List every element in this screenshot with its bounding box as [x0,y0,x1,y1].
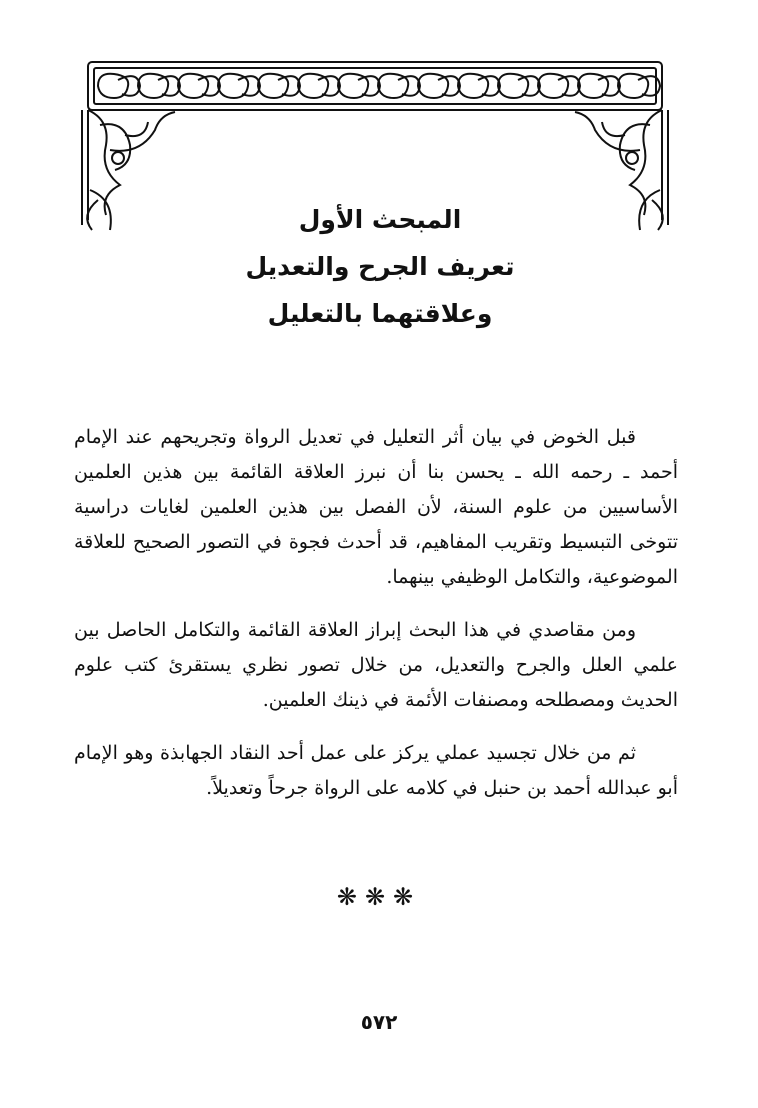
heading-line-3: وعلاقتهما بالتعليل [267,299,493,328]
chapter-heading [150,196,610,337]
paragraph-1: قبل الخوض في بيان أثر التعليل في تعديل الرواة وتجريحهم عند الإمام أحمد ـ رحمه الله ـ يحسن بنا أن نبرز العلاقة القائمة بين هذين العلمين الأساسيين من علوم السنة، لأن الفصل بين هذين العلمين لغايات دراسية تتوخى التبسيط وتقريب المفاهيم، قد أحدث فجوة في التصور الصحيح للعلاقة الموضوعية، والتكامل الوظيفي بينهما. [74,426,678,588]
paragraph-3: ثم من خلال تجسيد عملي يركز على عمل أحد النقاد الجهابذة وهو الإمام أبو عبدالله أحمد بن حنبل في كلامه على الرواة جرحاً وتعديلاً. [74,742,678,799]
heading-line-1: المبحث الأول [298,205,462,234]
body-text [74,420,678,824]
paragraph-2: ومن مقاصدي في هذا البحث إبراز العلاقة القائمة والتكامل الحاصل بين علمي العلل والجرح والتعديل، من خلال تصور نظري يستقرئ كتب علوم الحديث ومصطلحه ومصنفات الأئمة في ذينك العلمين. [74,619,678,711]
section-separator: ❋❋❋ [336,883,422,911]
heading-line-2: تعريف الجرح والتعديل [245,252,515,281]
page-number: ٥٧٢ [360,1010,398,1034]
